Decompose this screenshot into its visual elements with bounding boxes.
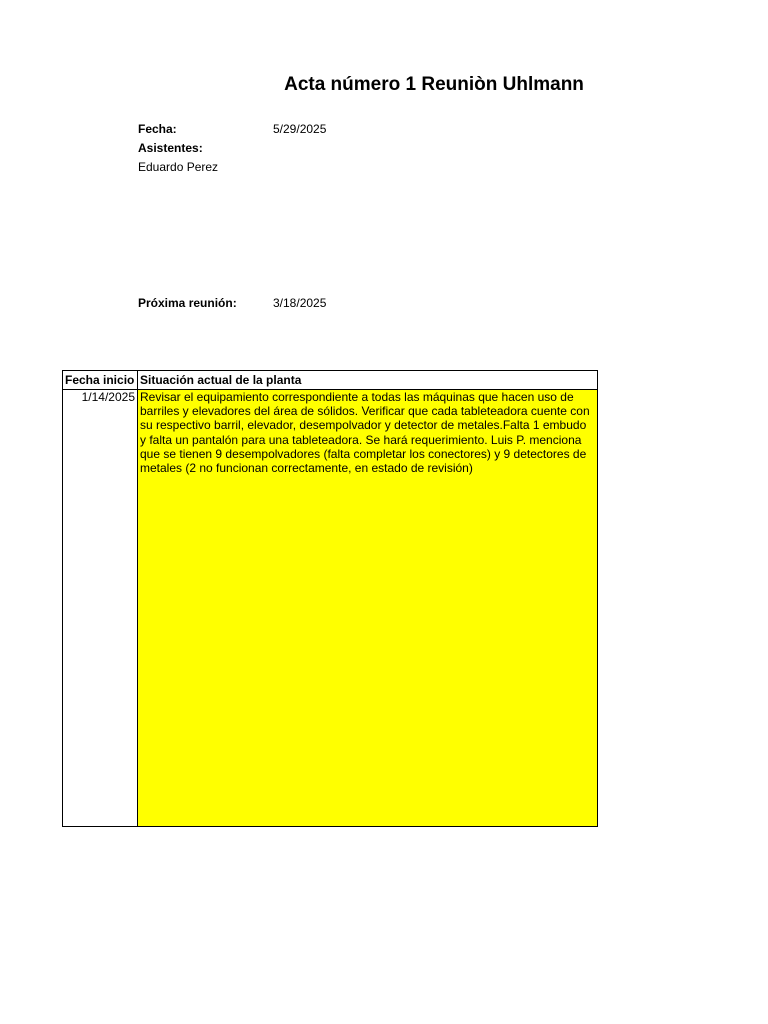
document-title: Acta número 1 Reuniòn Uhlmann [284, 74, 584, 95]
table-row [63, 390, 598, 827]
attendees-label: Asistentes: [138, 141, 203, 155]
date-label: Fecha: [138, 122, 177, 136]
next-meeting-value: 3/18/2025 [273, 296, 327, 310]
column-header-start-date: Fecha inicio [63, 371, 138, 390]
start-date-cell: 1/14/2025 [63, 390, 138, 827]
date-value: 5/29/2025 [273, 122, 327, 136]
attendee-name: Eduardo Perez [138, 160, 219, 174]
minutes-table [62, 370, 598, 827]
next-meeting-label: Próxima reunión: [138, 296, 237, 310]
table-header-row [63, 371, 598, 390]
column-header-situation: Situación actual de la planta [138, 371, 598, 390]
situation-cell: Revisar el equipamiento correspondiente a todas las máquinas que hacen uso de barriles y elevadores del área de sólidos. Verificar que cada tableteadora cuente con su respectivo barril, elevador, desempolvador y detector de metales.Falta 1 embudo y falta un pantalón para una tableteadora. Se hará requerimiento. Luis P. menciona que se tienen 9 desempolvadores (falta completar los conectores) y 9 detectores de metales (2 no funcionan correctamente, en estado de revisión) [138, 390, 598, 827]
